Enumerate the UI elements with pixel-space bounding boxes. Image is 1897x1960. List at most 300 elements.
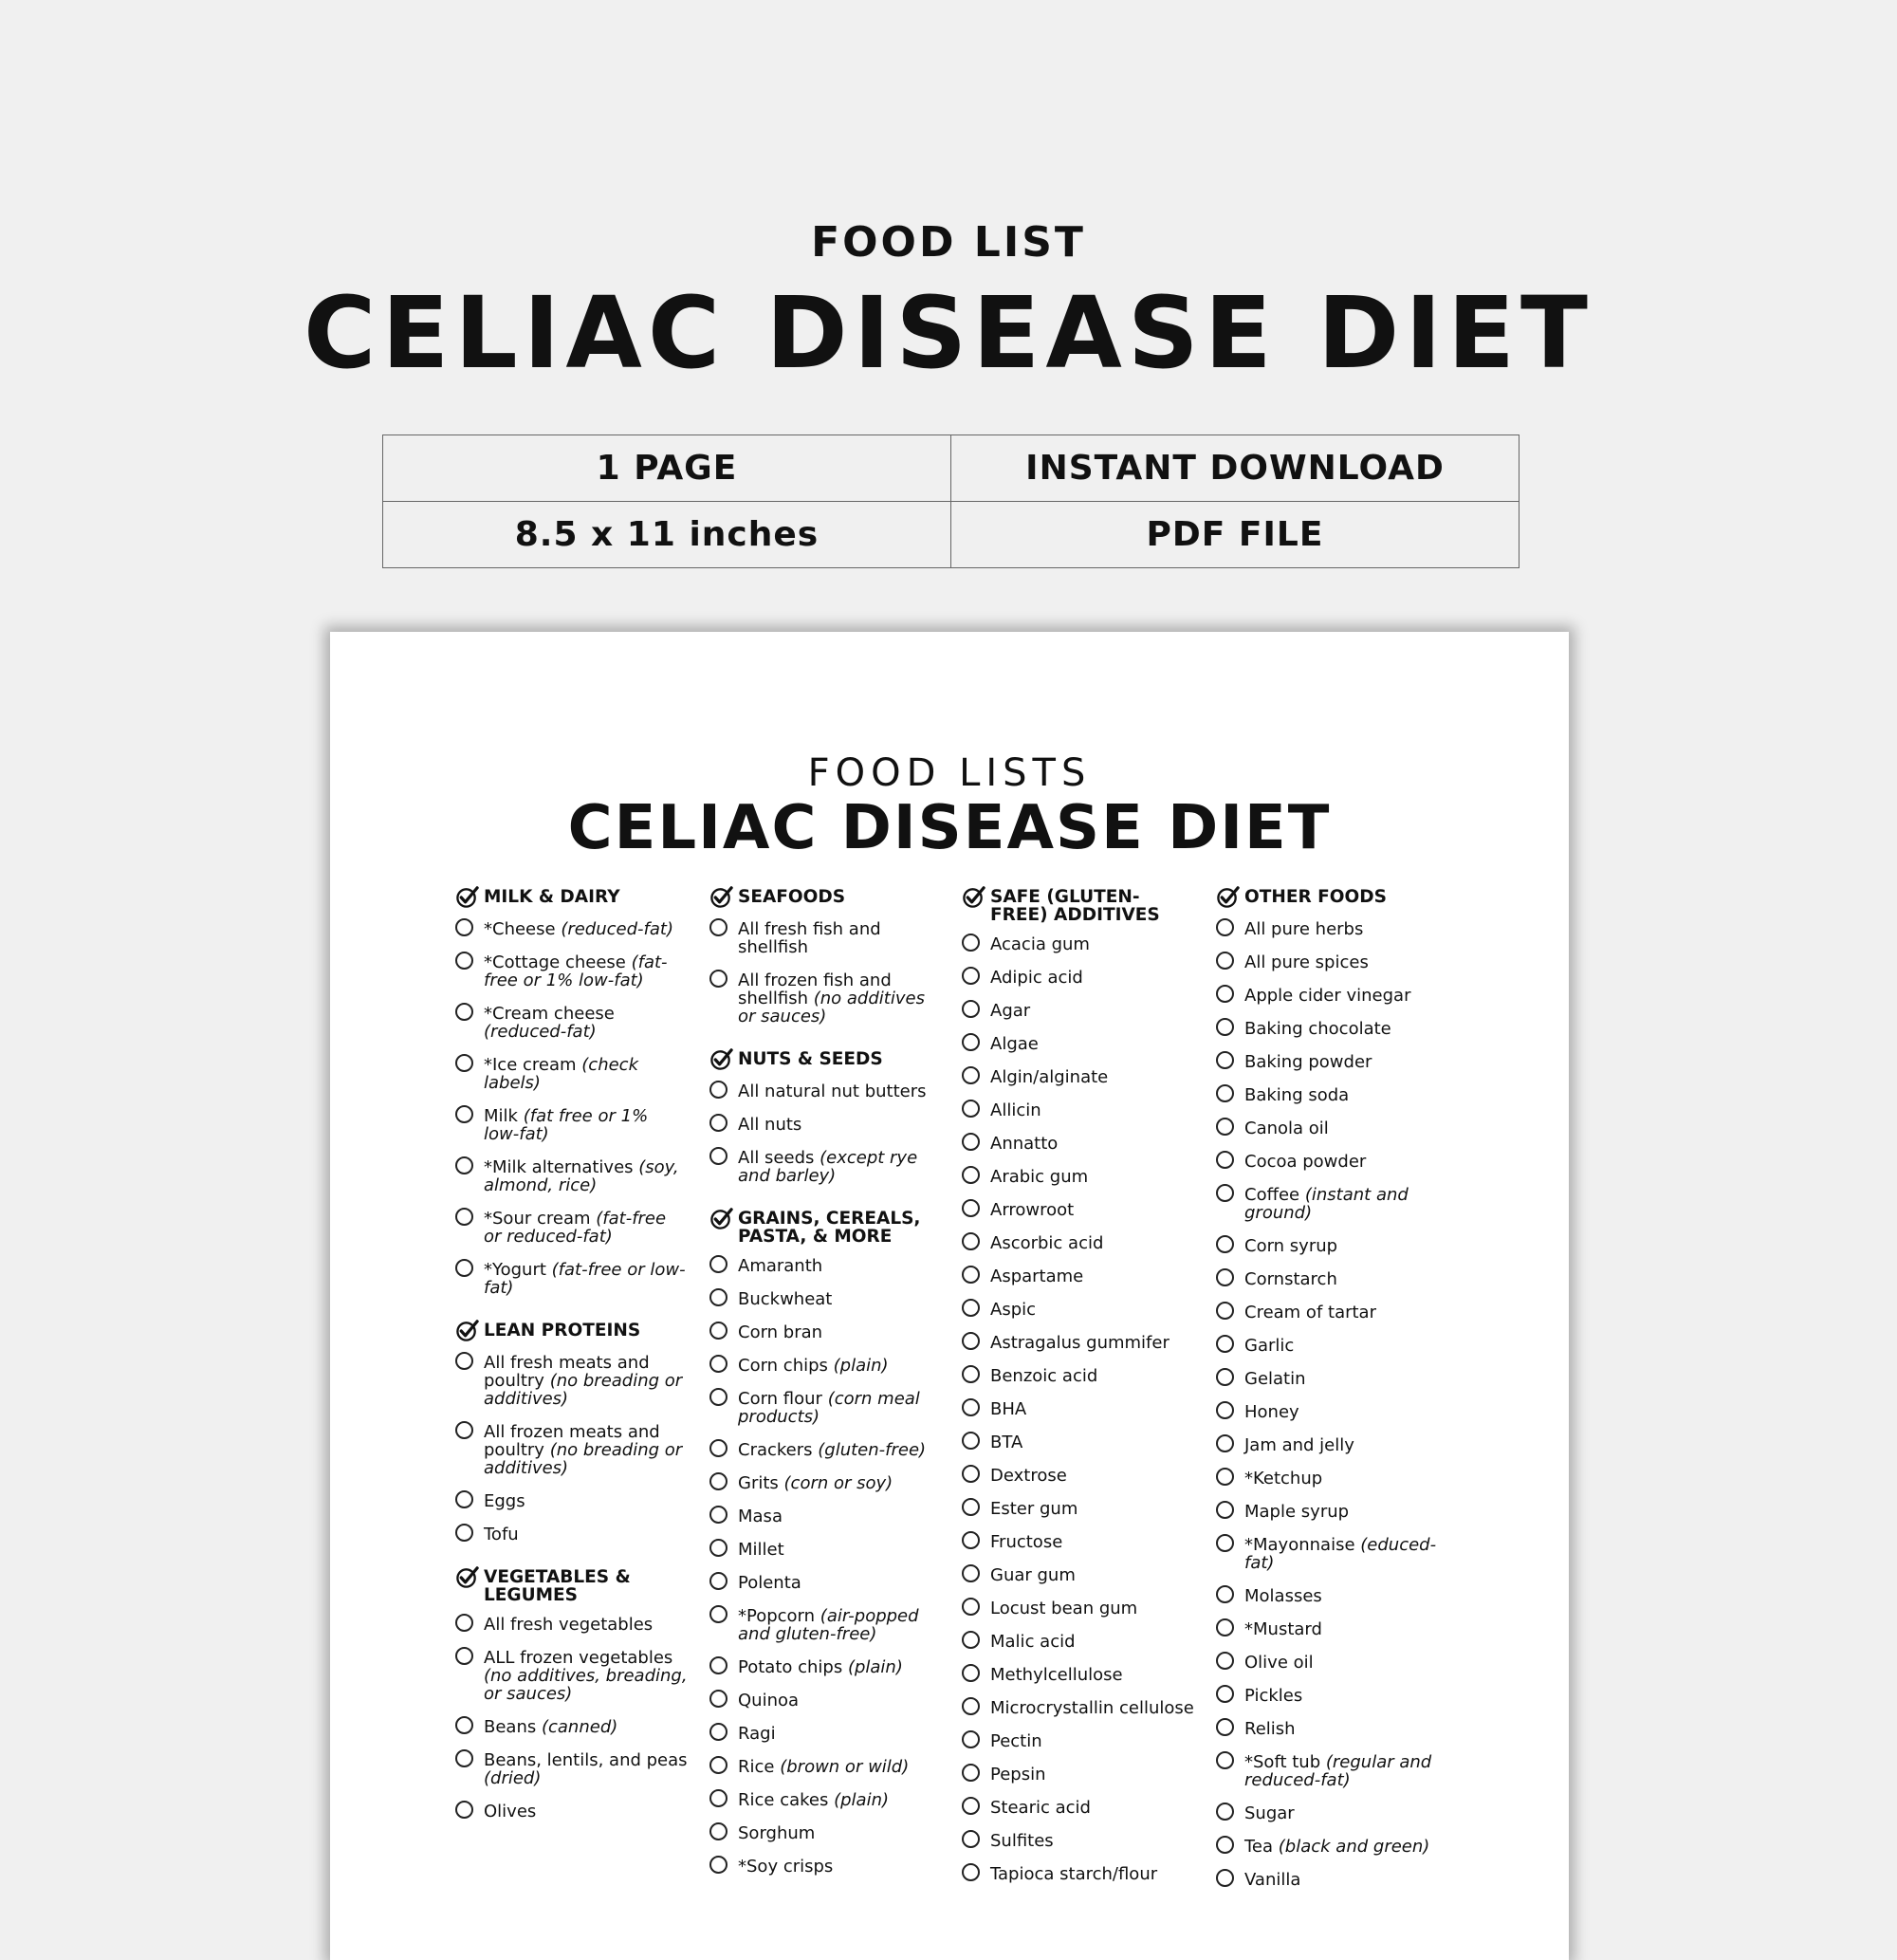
empty-checkbox-icon: [1216, 1018, 1234, 1036]
item-label: All fresh meats and poultry: [484, 1353, 650, 1391]
checklist-item: [709, 1574, 942, 1592]
empty-checkbox-icon: [962, 1432, 980, 1450]
item-text: [738, 1357, 942, 1375]
checklist-item: [709, 1541, 942, 1559]
item-text: [484, 1525, 688, 1544]
checklist-item: [455, 1005, 688, 1041]
item-note: (check labels): [484, 1055, 639, 1093]
item-label: Quinoa: [738, 1691, 800, 1710]
checklist-item: [709, 1758, 942, 1776]
empty-checkbox-icon: [962, 1498, 980, 1516]
item-text: [738, 1507, 942, 1525]
checklist-item: [709, 1507, 942, 1525]
item-label: All frozen fish and shellfish: [738, 971, 892, 1008]
checklist-item: [1216, 1804, 1448, 1822]
item-label: Adipic acid: [990, 968, 1083, 988]
empty-checkbox-icon: [1216, 1869, 1234, 1887]
checklist-item: [962, 1467, 1194, 1485]
item-text: [484, 1210, 688, 1246]
item-label: All fresh fish and shellfish: [738, 919, 881, 957]
item-label: Molasses: [1244, 1586, 1322, 1606]
empty-checkbox-icon: [1216, 1468, 1234, 1486]
item-note: (reduced-fat): [484, 1022, 597, 1042]
item-text: [738, 1607, 942, 1643]
checklist-item: [962, 969, 1194, 987]
empty-checkbox-icon: [1216, 1836, 1234, 1854]
item-label: *Soft tub: [1244, 1752, 1321, 1772]
item-text: [990, 1666, 1194, 1684]
item-text: [990, 1799, 1194, 1817]
empty-checkbox-icon: [962, 1598, 980, 1616]
item-label: Malic acid: [990, 1632, 1076, 1652]
empty-checkbox-icon: [709, 1656, 727, 1674]
item-text: [1244, 987, 1448, 1005]
checklist-item: [1216, 1119, 1448, 1137]
checklist-item: [962, 1566, 1194, 1584]
empty-checkbox-icon: [455, 1614, 473, 1632]
item-text: [1244, 1270, 1448, 1288]
item-text: [738, 1390, 942, 1426]
item-label: Maple syrup: [1244, 1502, 1350, 1522]
item-text: [990, 1500, 1194, 1518]
empty-checkbox-icon: [455, 1647, 473, 1665]
checklist-item: [455, 1158, 688, 1194]
item-label: Tapioca starch/flour: [990, 1864, 1158, 1884]
checklist-item: [455, 1718, 688, 1736]
item-text: [738, 971, 942, 1026]
checklist-item: [455, 1423, 688, 1477]
empty-checkbox-icon: [709, 1255, 727, 1273]
checklist-item: [709, 1290, 942, 1308]
empty-checkbox-icon: [455, 1421, 473, 1439]
item-text: [484, 1107, 688, 1143]
checkmark-circle-icon: [1216, 885, 1240, 909]
empty-checkbox-icon: [1216, 1302, 1234, 1320]
item-text: [990, 1467, 1194, 1485]
checklist-item: [1216, 1587, 1448, 1605]
empty-checkbox-icon: [1216, 1368, 1234, 1386]
item-label: Dextrose: [990, 1466, 1067, 1486]
section-title: OTHER FOODS: [1244, 887, 1387, 907]
empty-checkbox-icon: [455, 1208, 473, 1226]
empty-checkbox-icon: [709, 1690, 727, 1708]
item-label: Amaranth: [738, 1256, 823, 1276]
item-text: [738, 1858, 942, 1876]
checklist-item: [1216, 1838, 1448, 1856]
empty-checkbox-icon: [709, 1388, 727, 1406]
empty-checkbox-icon: [962, 1332, 980, 1350]
info-row: [383, 502, 1519, 568]
checklist-item: [455, 1056, 688, 1092]
item-text: [990, 1002, 1194, 1020]
empty-checkbox-icon: [962, 1365, 980, 1383]
item-text: [1244, 920, 1448, 938]
empty-checkbox-icon: [1216, 985, 1234, 1003]
document-sheet: [330, 632, 1569, 1960]
item-label: Vanilla: [1244, 1870, 1301, 1890]
item-text: [990, 1101, 1194, 1119]
item-label: Sugar: [1244, 1803, 1295, 1823]
checklist-item: [709, 1149, 942, 1185]
checklist-item: [1216, 1871, 1448, 1889]
empty-checkbox-icon: [709, 1472, 727, 1490]
checklist-item: [962, 1633, 1194, 1651]
item-label: Ragi: [738, 1724, 776, 1744]
item-note: (black and green): [1278, 1837, 1430, 1857]
item-label: Algin/alginate: [990, 1067, 1109, 1087]
item-label: Potato chips: [738, 1657, 843, 1677]
item-text: [738, 920, 942, 956]
empty-checkbox-icon: [962, 1697, 980, 1715]
item-note: (air-popped and gluten-free): [738, 1606, 919, 1644]
empty-checkbox-icon: [709, 1789, 727, 1807]
item-text: [1244, 1370, 1448, 1388]
column-1: [455, 888, 688, 1845]
item-label: Buckwheat: [738, 1289, 833, 1309]
empty-checkbox-icon: [1216, 918, 1234, 936]
item-label: *Soy crisps: [738, 1857, 834, 1877]
item-label: Rice cakes: [738, 1790, 829, 1810]
item-label: Pickles: [1244, 1686, 1303, 1706]
item-label: Relish: [1244, 1719, 1296, 1739]
item-label: All nuts: [738, 1115, 802, 1135]
empty-checkbox-icon: [962, 1033, 980, 1051]
empty-checkbox-icon: [709, 1355, 727, 1373]
item-label: Corn chips: [738, 1356, 828, 1376]
item-label: Cream of tartar: [1244, 1303, 1376, 1322]
item-label: Baking powder: [1244, 1052, 1372, 1072]
empty-checkbox-icon: [962, 1199, 980, 1217]
item-label: Beans, lentils, and peas: [484, 1750, 688, 1770]
checklist-item: [709, 1116, 942, 1134]
empty-checkbox-icon: [962, 1631, 980, 1649]
empty-checkbox-icon: [709, 1322, 727, 1340]
item-label: Gelatin: [1244, 1369, 1306, 1389]
item-label: *Popcorn: [738, 1606, 816, 1626]
checklist-item: [1216, 1186, 1448, 1222]
item-label: Benzoic acid: [990, 1366, 1098, 1386]
item-label: Baking chocolate: [1244, 1019, 1391, 1039]
item-label: Baking soda: [1244, 1085, 1350, 1105]
food-section: [709, 1210, 942, 1876]
item-note: (no additives, breading, or sauces): [484, 1666, 688, 1704]
checklist-item: [962, 1865, 1194, 1883]
item-text: [738, 1441, 942, 1459]
item-text: [1244, 1804, 1448, 1822]
checkmark-circle-icon: [709, 885, 733, 909]
item-label: Stearic acid: [990, 1798, 1091, 1818]
empty-checkbox-icon: [1216, 1685, 1234, 1703]
item-label: Guar gum: [990, 1565, 1076, 1585]
item-label: Ascorbic acid: [990, 1233, 1104, 1253]
empty-checkbox-icon: [455, 1156, 473, 1174]
item-note: (fat-free or reduced-fat): [484, 1209, 667, 1247]
item-text: [990, 1135, 1194, 1153]
empty-checkbox-icon: [1216, 1501, 1234, 1519]
item-note: (soy, almond, rice): [484, 1157, 679, 1195]
item-label: Astragalus gummifer: [990, 1333, 1170, 1353]
item-note: (canned): [541, 1717, 618, 1737]
item-label: All pure herbs: [1244, 919, 1364, 939]
checklist-item: [962, 1766, 1194, 1784]
item-label: Sulfites: [990, 1831, 1054, 1851]
section-header: [709, 1210, 942, 1246]
empty-checkbox-icon: [455, 918, 473, 936]
item-label: *Ice cream: [484, 1055, 577, 1075]
checklist-item: [455, 1261, 688, 1297]
item-label: Aspic: [990, 1300, 1037, 1320]
item-text: [484, 1492, 688, 1510]
checklist-item: [1216, 1337, 1448, 1355]
checklist-item: [962, 1201, 1194, 1219]
item-label: Arrowroot: [990, 1200, 1075, 1220]
checkmark-circle-icon: [709, 1207, 733, 1230]
empty-checkbox-icon: [1216, 1335, 1234, 1353]
item-label: Agar: [990, 1001, 1031, 1021]
item-text: [738, 1257, 942, 1275]
checklist-item: [455, 1616, 688, 1634]
empty-checkbox-icon: [962, 934, 980, 952]
checklist-item: [709, 1357, 942, 1375]
item-label: *Mayonnaise: [1244, 1535, 1355, 1555]
item-label: Millet: [738, 1540, 784, 1560]
item-text: [990, 1035, 1194, 1053]
checklist-item: [1216, 1753, 1448, 1789]
checklist-item: [1216, 1086, 1448, 1104]
empty-checkbox-icon: [962, 1863, 980, 1881]
item-label: *Sour cream: [484, 1209, 591, 1229]
item-text: [990, 1267, 1194, 1285]
empty-checkbox-icon: [455, 1259, 473, 1277]
empty-checkbox-icon: [1216, 1585, 1234, 1603]
item-label: Beans: [484, 1717, 537, 1737]
item-label: All frozen meats and poultry: [484, 1422, 660, 1460]
item-text: [1244, 953, 1448, 971]
section-header: [962, 888, 1194, 924]
food-section: [455, 888, 688, 1297]
item-text: [484, 920, 688, 938]
item-text: [484, 1649, 688, 1703]
item-label: Corn flour: [738, 1389, 822, 1409]
checklist-item: [709, 1824, 942, 1842]
item-label: Eggs: [484, 1491, 525, 1511]
food-section: [1216, 888, 1448, 1889]
item-text: [1244, 1020, 1448, 1038]
empty-checkbox-icon: [1216, 1051, 1234, 1069]
item-label: Olives: [484, 1802, 537, 1821]
checklist-item: [455, 1492, 688, 1510]
item-label: Pectin: [990, 1731, 1042, 1751]
empty-checkbox-icon: [709, 1539, 727, 1557]
item-label: Corn bran: [738, 1322, 823, 1342]
item-text: [1244, 1753, 1448, 1789]
checklist-item: [455, 953, 688, 989]
empty-checkbox-icon: [1216, 1268, 1234, 1286]
item-note: (corn or soy): [783, 1473, 893, 1493]
item-note: (instant and ground): [1244, 1185, 1409, 1223]
item-label: Allicin: [990, 1100, 1041, 1120]
empty-checkbox-icon: [962, 1764, 980, 1782]
column-2: [709, 888, 942, 1900]
item-text: [1244, 1403, 1448, 1421]
banner-subtitle: FOOD LIST: [811, 218, 1086, 267]
section-header: [455, 1568, 688, 1604]
empty-checkbox-icon: [1216, 1803, 1234, 1821]
checklist-item: [709, 1858, 942, 1876]
checklist-item: [709, 1692, 942, 1710]
checklist-item: [1216, 987, 1448, 1005]
item-text: [484, 953, 688, 989]
column-4: [1216, 888, 1448, 1914]
item-label: Apple cider vinegar: [1244, 986, 1411, 1006]
item-label: All natural nut butters: [738, 1082, 927, 1101]
checklist-item: [1216, 1620, 1448, 1638]
item-text: [990, 1766, 1194, 1784]
food-section: [455, 1322, 688, 1544]
checklist-item: [455, 1525, 688, 1544]
checklist-item: [709, 1791, 942, 1809]
item-text: [738, 1824, 942, 1842]
item-label: *Mustard: [1244, 1619, 1322, 1639]
checklist-item: [1216, 953, 1448, 971]
empty-checkbox-icon: [1216, 1751, 1234, 1769]
empty-checkbox-icon: [455, 952, 473, 970]
checklist-item: [709, 1082, 942, 1100]
checklist-item: [1216, 1237, 1448, 1255]
checklist-item: [962, 1234, 1194, 1252]
item-note: (regular and reduced-fat): [1244, 1752, 1432, 1790]
empty-checkbox-icon: [1216, 1618, 1234, 1636]
checklist-item: [709, 1441, 942, 1459]
item-text: [1244, 1687, 1448, 1705]
item-text: [484, 1751, 688, 1787]
empty-checkbox-icon: [1216, 1084, 1234, 1102]
item-text: [484, 1718, 688, 1736]
checklist-item: [962, 1334, 1194, 1352]
section-title: LEAN PROTEINS: [484, 1321, 641, 1341]
empty-checkbox-icon: [1216, 1151, 1234, 1169]
sheet-title: CELIAC DISEASE DIET: [567, 793, 1332, 863]
checklist-item: [1216, 1304, 1448, 1322]
checklist-item: [962, 1699, 1194, 1717]
item-text: [1244, 1470, 1448, 1488]
item-text: [1244, 1838, 1448, 1856]
item-text: [990, 1334, 1194, 1352]
checklist-item: [1216, 1687, 1448, 1705]
empty-checkbox-icon: [709, 1723, 727, 1741]
checklist-item: [1216, 1153, 1448, 1171]
info-row: [383, 435, 1519, 502]
info-table: [382, 435, 1519, 568]
empty-checkbox-icon: [962, 1066, 980, 1084]
checklist-item: [455, 1649, 688, 1703]
info-cell-size: 8.5 x 11 inches: [383, 502, 951, 568]
item-text: [990, 1865, 1194, 1883]
section-header: [709, 888, 942, 909]
checklist-item: [709, 1607, 942, 1643]
checklist-item: [962, 1732, 1194, 1750]
checklist-item: [962, 1533, 1194, 1551]
checklist-item: [1216, 1436, 1448, 1454]
checklist-item: [962, 1035, 1194, 1053]
item-text: [990, 1168, 1194, 1186]
item-label: *Milk alternatives: [484, 1157, 634, 1177]
item-text: [1244, 1720, 1448, 1738]
item-label: Tofu: [484, 1525, 519, 1544]
item-text: [1244, 1237, 1448, 1255]
checklist-item: [962, 1267, 1194, 1285]
section-title: NUTS & SEEDS: [738, 1049, 883, 1069]
item-text: [990, 1699, 1194, 1717]
sheet-subtitle: FOOD LISTS: [807, 751, 1092, 795]
item-label: *Cream cheese: [484, 1004, 615, 1024]
item-text: [990, 1599, 1194, 1618]
checklist-item: [455, 1107, 688, 1143]
empty-checkbox-icon: [455, 1054, 473, 1072]
empty-checkbox-icon: [709, 1439, 727, 1457]
item-label: Sorghum: [738, 1823, 816, 1843]
item-text: [990, 969, 1194, 987]
item-label: Honey: [1244, 1402, 1299, 1422]
checklist-item: [962, 1599, 1194, 1618]
food-section: [455, 1568, 688, 1821]
empty-checkbox-icon: [709, 970, 727, 988]
empty-checkbox-icon: [455, 1524, 473, 1542]
checklist-item: [962, 1068, 1194, 1086]
item-label: Acacia gum: [990, 934, 1090, 954]
item-text: [1244, 1119, 1448, 1137]
item-label: *Ketchup: [1244, 1469, 1323, 1488]
section-title: MILK & DAIRY: [484, 887, 620, 907]
empty-checkbox-icon: [455, 1003, 473, 1021]
empty-checkbox-icon: [1216, 1235, 1234, 1253]
item-label: Rice: [738, 1757, 775, 1777]
checklist-item: [962, 1400, 1194, 1418]
section-header: [455, 888, 688, 909]
checkmark-circle-icon: [455, 1319, 479, 1342]
checklist-item: [962, 1666, 1194, 1684]
item-note: (plain): [847, 1657, 903, 1677]
item-note: (no breading or additives): [484, 1440, 683, 1478]
empty-checkbox-icon: [709, 1506, 727, 1524]
empty-checkbox-icon: [709, 1081, 727, 1099]
item-text: [1244, 1620, 1448, 1638]
item-label: All seeds: [738, 1148, 815, 1168]
item-label: Aspartame: [990, 1267, 1084, 1286]
item-text: [1244, 1337, 1448, 1355]
item-text: [1244, 1536, 1448, 1572]
empty-checkbox-icon: [962, 1797, 980, 1815]
item-label: Grits: [738, 1473, 779, 1493]
empty-checkbox-icon: [1216, 1652, 1234, 1670]
item-note: (gluten-free): [818, 1440, 927, 1460]
item-label: Masa: [738, 1507, 783, 1526]
empty-checkbox-icon: [962, 1133, 980, 1151]
checklist-item: [1216, 1654, 1448, 1672]
item-text: [990, 1633, 1194, 1651]
item-text: [484, 1005, 688, 1041]
item-text: [484, 1261, 688, 1297]
empty-checkbox-icon: [962, 1531, 980, 1549]
checkmark-circle-icon: [455, 1565, 479, 1589]
checklist-item: [1216, 920, 1448, 938]
food-section: [962, 888, 1194, 1883]
checklist-item: [455, 1354, 688, 1408]
checkmark-circle-icon: [709, 1047, 733, 1071]
empty-checkbox-icon: [962, 1266, 980, 1284]
item-label: Locust bean gum: [990, 1599, 1138, 1618]
item-text: [738, 1574, 942, 1592]
